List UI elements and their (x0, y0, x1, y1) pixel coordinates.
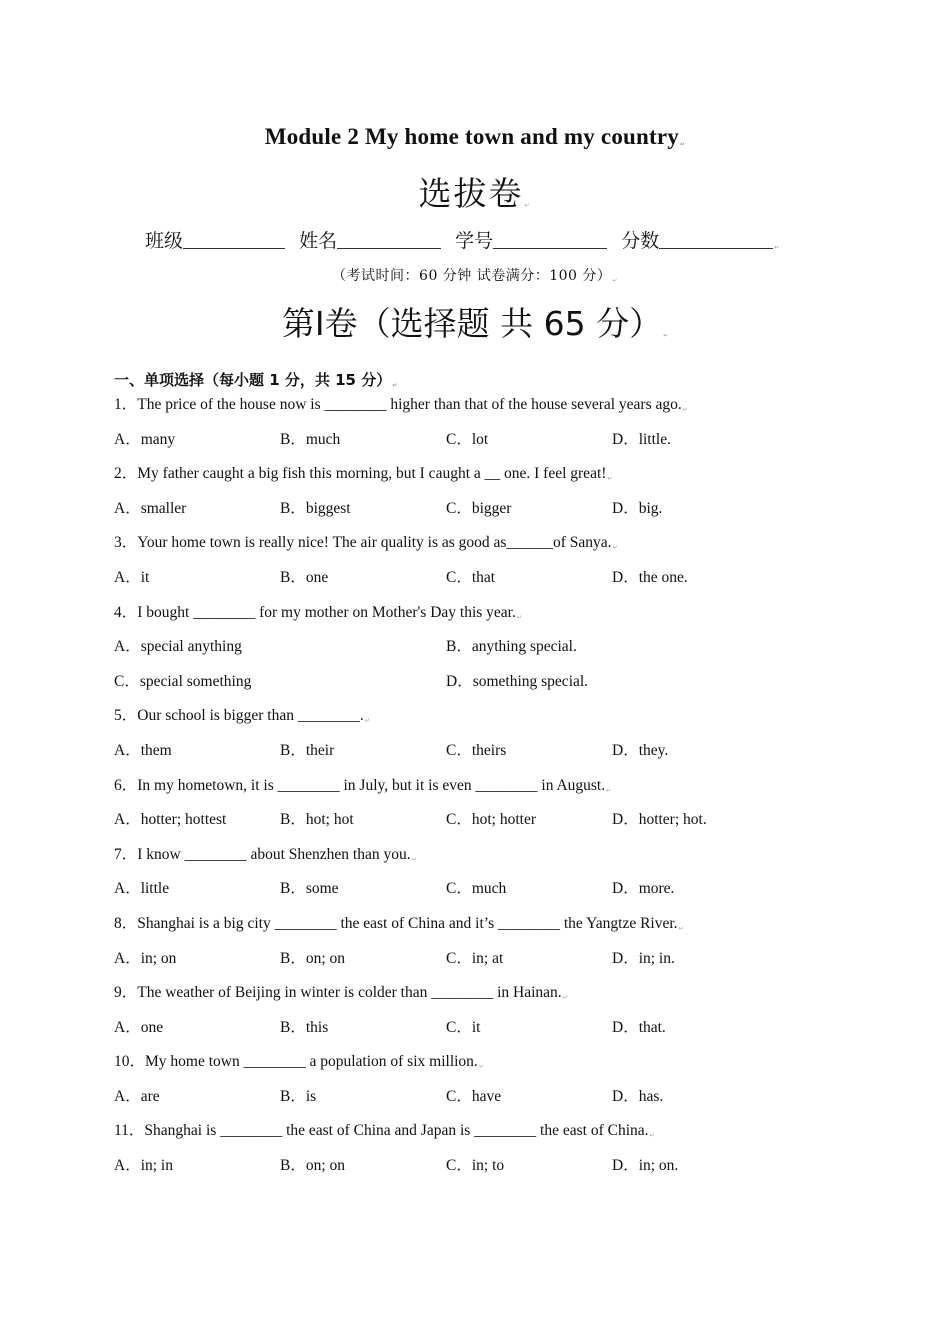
class-field[interactable] (145, 226, 285, 253)
paragraph-mark: ↵ (663, 332, 669, 339)
question-stem (114, 534, 834, 569)
option-d[interactable]: D．the one. (612, 568, 688, 586)
paragraph-mark: ↵ (478, 1063, 484, 1071)
option-row (114, 811, 834, 846)
question-text: 10．My home town ________ a population of six million. (114, 1053, 478, 1071)
option-a[interactable]: A．in; in (114, 1157, 173, 1175)
option-c[interactable]: C．much (446, 880, 507, 898)
question-stem (114, 707, 834, 742)
question-text: 11．Shanghai is ________ the east of China and Japan is ________ the east of China. (114, 1122, 649, 1140)
option-c[interactable]: C．theirs (446, 741, 507, 759)
option-row (114, 638, 834, 673)
question-stem (114, 396, 834, 431)
option-b[interactable]: B．on; on (280, 949, 346, 967)
option-b[interactable]: B．much (280, 430, 341, 448)
paragraph-mark: ↵ (612, 277, 618, 284)
option-d[interactable]: D．more. (612, 880, 675, 898)
option-row (114, 880, 834, 915)
question-stem (114, 465, 834, 500)
option-a[interactable]: A．special anything (114, 638, 242, 656)
paragraph-mark: ↵ (364, 717, 370, 725)
question-text: 2．My father caught a big fish this morning, but I caught a __ one. I feel great! (114, 465, 607, 483)
option-b[interactable]: B．anything special. (446, 638, 577, 656)
option-row (114, 1088, 834, 1123)
option-c[interactable]: C．in; at (446, 949, 504, 967)
section-title-text: 一、单项选择（每小题 1 分，共 15 分） (114, 371, 392, 389)
paragraph-mark: ↵ (607, 475, 613, 483)
option-c[interactable]: C．that (446, 568, 496, 586)
part-title (0, 298, 950, 345)
option-d[interactable]: D．they. (612, 741, 669, 759)
option-a[interactable]: A．hotter; hottest (114, 811, 227, 829)
subtitle-text: 选拔卷 (418, 174, 524, 213)
option-row (114, 569, 834, 604)
paragraph-mark: ↵ (524, 202, 532, 209)
option-row (114, 742, 834, 777)
option-d[interactable]: D．big. (612, 499, 663, 517)
class-label: 班级 (145, 230, 184, 252)
title-text: Module 2 My home town and my country (264, 124, 679, 149)
paragraph-mark: ↵ (612, 544, 618, 552)
option-row (114, 500, 834, 535)
option-b[interactable]: B．some (280, 880, 339, 898)
paragraph-mark: ↵ (516, 613, 522, 621)
option-b[interactable]: B．one (280, 568, 329, 586)
option-d[interactable]: D．hotter; hot. (612, 811, 707, 829)
option-a[interactable]: A．are (114, 1087, 160, 1105)
paragraph-mark: ↵ (606, 786, 612, 794)
question-list (114, 396, 834, 1192)
paragraph-mark: ↵ (682, 406, 688, 413)
option-c[interactable]: C．lot (446, 430, 489, 448)
paragraph-mark: ↵ (649, 1132, 655, 1140)
paragraph-mark: ↵ (679, 141, 686, 148)
option-row (114, 950, 834, 985)
option-c[interactable]: C．it (446, 1018, 481, 1036)
option-b[interactable]: B．is (280, 1087, 317, 1105)
paragraph-mark: ↵ (411, 855, 417, 863)
name-field[interactable] (299, 226, 441, 253)
option-a[interactable]: A．in; on (114, 949, 177, 967)
class-blank[interactable] (183, 230, 285, 249)
option-row (114, 431, 834, 466)
option-d[interactable]: D．has. (612, 1087, 664, 1105)
option-a[interactable]: A．little (114, 880, 170, 898)
section-heading (114, 369, 397, 390)
question-text: 3．Your home town is really nice! The air quality is as good as______of Sanya. (114, 534, 612, 552)
part-title-text: 第Ⅰ卷（选择题 共 65 分） (281, 304, 663, 343)
option-b[interactable]: B．their (280, 741, 335, 759)
question-stem (114, 777, 834, 812)
option-c[interactable]: C．have (446, 1087, 502, 1105)
exam-info-text: （考试时间：60 分钟 试卷满分：100 分） (332, 268, 612, 284)
question-text: 6．In my hometown, it is ________ in July, but it is even ________ in August. (114, 776, 606, 794)
question-stem (114, 846, 834, 881)
question-stem (114, 915, 834, 950)
option-row (114, 1157, 834, 1192)
exam-info (0, 265, 950, 285)
student-number-blank[interactable] (493, 230, 607, 249)
name-blank[interactable] (337, 230, 441, 249)
option-c[interactable]: C．bigger (446, 499, 512, 517)
score-field[interactable] (621, 226, 779, 253)
question-text: 5．Our school is bigger than ________. (114, 707, 364, 725)
question-text: 8．Shanghai is a big city ________ the east of China and it’s ________ the Yangtze River. (114, 914, 678, 932)
option-c[interactable]: C．in; to (446, 1157, 505, 1175)
option-b[interactable]: B．hot; hot (280, 811, 354, 829)
option-c[interactable]: C．special something (114, 672, 252, 690)
paragraph-mark: ↵ (392, 382, 398, 389)
paragraph-mark: ↵ (562, 994, 568, 1002)
score-blank[interactable] (659, 230, 773, 249)
option-row (114, 1019, 834, 1054)
option-d[interactable]: D．in; on. (612, 1157, 679, 1175)
exam-subtitle (0, 168, 950, 215)
paragraph-mark: ↵ (678, 924, 684, 932)
question-text: 9．The weather of Beijing in winter is colder than ________ in Hainan. (114, 984, 562, 1002)
page-title (0, 124, 950, 150)
question-stem (114, 1053, 834, 1088)
option-row (114, 673, 834, 708)
paragraph-mark: ↵ (774, 244, 780, 251)
question-text: 7．I know ________ about Shenzhen than you. (114, 845, 411, 863)
option-d[interactable]: D．that. (612, 1018, 666, 1036)
option-b[interactable]: B．this (280, 1018, 329, 1036)
option-c[interactable]: C．hot; hotter (446, 811, 536, 829)
option-a[interactable]: A．many (114, 430, 176, 448)
question-stem (114, 604, 834, 639)
option-a[interactable]: A．them (114, 741, 172, 759)
option-b[interactable]: B．biggest (280, 499, 351, 517)
option-a[interactable]: A．it (114, 568, 150, 586)
question-stem (114, 1122, 834, 1157)
option-b[interactable]: B．on; on (280, 1157, 346, 1175)
student-info-fields (145, 226, 845, 253)
student-number-field[interactable] (455, 226, 607, 253)
student-number-label: 学号 (455, 230, 494, 252)
score-label: 分数 (621, 230, 660, 252)
question-text: 4．I bought ________ for my mother on Mother's Day this year. (114, 603, 516, 621)
question-stem (114, 984, 834, 1019)
question-text: 1．The price of the house now is ________ higher than that of the house several years ago. (114, 396, 682, 413)
option-a[interactable]: A．one (114, 1018, 164, 1036)
option-d[interactable]: D．something special. (446, 672, 589, 690)
name-label: 姓名 (299, 230, 338, 252)
option-a[interactable]: A．smaller (114, 499, 187, 517)
option-d[interactable]: D．in; in. (612, 949, 675, 967)
option-d[interactable]: D．little. (612, 430, 671, 448)
